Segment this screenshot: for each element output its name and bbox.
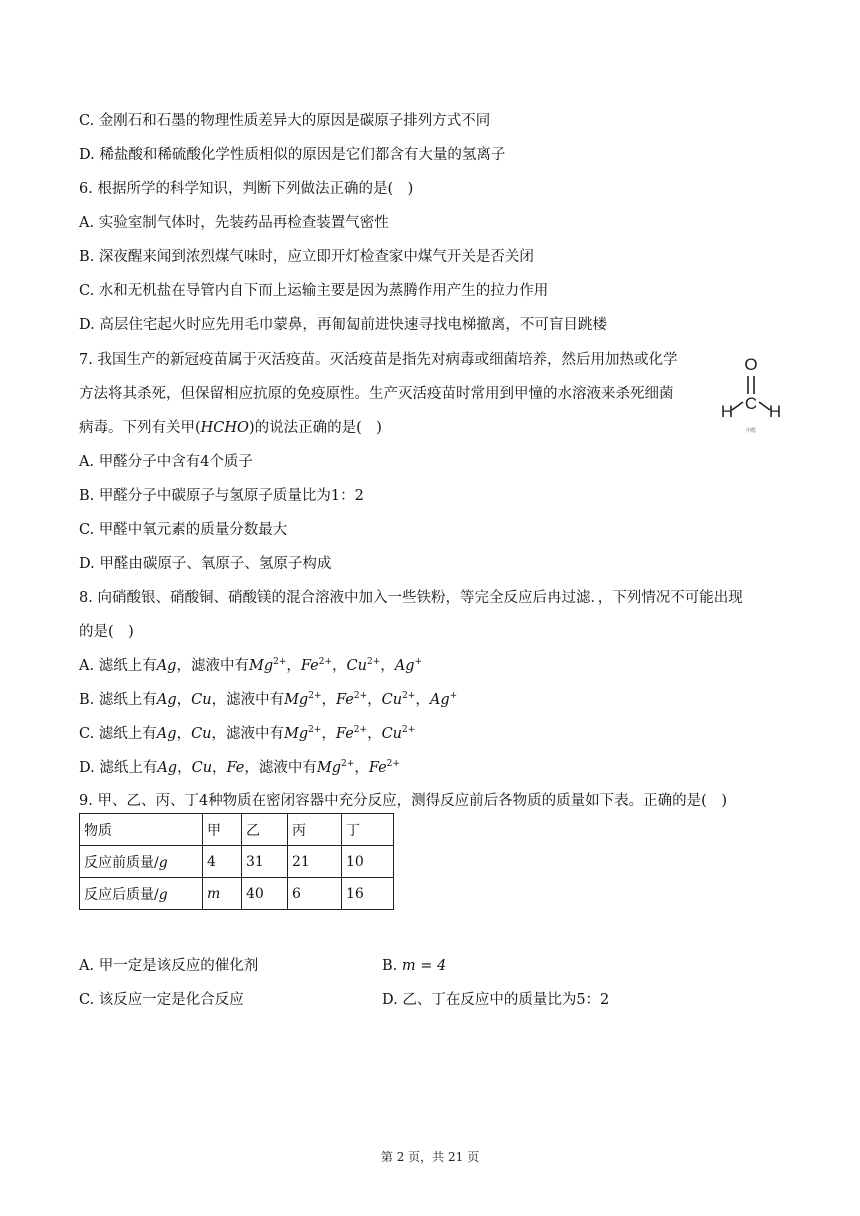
text: ， [380, 658, 395, 674]
charge: 2+ [353, 725, 368, 735]
table-row [80, 814, 394, 846]
charge: 2+ [308, 725, 322, 735]
q7-option-a-text: A. 甲醛分子中含有 [79, 454, 201, 470]
charge: 2+ [318, 657, 333, 667]
charge: 2+ [341, 759, 355, 769]
q7-option-c: C. 甲醛中氧元素的质量分数最大 [79, 522, 288, 538]
table-cell: 21 [288, 846, 342, 878]
text: A. 滤纸上有 [79, 658, 157, 674]
table-cell: m [203, 878, 242, 910]
q7-option-a [79, 452, 253, 472]
charge: 2+ [386, 759, 400, 769]
q9-option-c: C. 该反应一定是化合反应 [79, 992, 244, 1008]
text: ， [321, 692, 336, 708]
q5-option-c: C. 金刚石和石墨的物理性质差异大的原因是碳原子排列方式不同 [79, 113, 491, 129]
mass-table [79, 813, 394, 910]
text: ， [415, 692, 430, 708]
text: ， [354, 760, 369, 776]
ion: Cu [191, 692, 212, 708]
formula-hcho: HCHO [200, 420, 249, 436]
row-label: 反应后质量/ [84, 886, 159, 903]
text: ， [176, 726, 192, 742]
number: 4 [198, 793, 209, 809]
formaldehyde-structure-image [718, 352, 784, 436]
charge: 2+ [308, 691, 322, 701]
text: ， [176, 692, 192, 708]
q8-option-a [79, 656, 422, 676]
ion: Mg [284, 726, 309, 742]
text: B. 滤纸上有 [79, 692, 157, 708]
text: ， [321, 726, 336, 742]
table-cell: 31 [242, 846, 288, 878]
table-cell: 4 [203, 846, 242, 878]
ion: Cu [381, 726, 402, 742]
ion: Ag [429, 692, 450, 708]
q7-stem-line1: 7. 我国生产的新冠疫苗属于灭活疫苗。灭活疫苗是指先对病毒或细菌培养，然后用加热或化学 [79, 352, 678, 368]
q9-option-b [382, 956, 446, 976]
q7-option-a-number: 4 [200, 454, 210, 470]
ion: Ag [394, 658, 415, 674]
table-header-cell: 乙 [242, 814, 288, 846]
charge: 2+ [273, 657, 287, 667]
text: B. [382, 958, 402, 974]
ion: Cu [191, 760, 213, 776]
q7-option-d: D. 甲醛由碳原子、氧原子、氢原子构成 [79, 556, 332, 572]
q6-stem: 6. 根据所学的科学知识，判断下列做法正确的是( ) [79, 181, 414, 197]
ion: Cu [191, 726, 212, 742]
row-label: 反应前质量/ [84, 854, 159, 871]
q7-option-b: B. 甲醛分子中碳原子与氢原子质量比为1：2 [79, 488, 364, 504]
ion: Fe [368, 760, 387, 776]
q7-stem-line2: 方法将其杀死，但保留相应抗原的免疫原性。生产灭活疫苗时常用到甲憧的水溶液来杀死细菌 [79, 386, 674, 402]
charge: + [414, 657, 423, 667]
atom-h-right: H [768, 402, 782, 421]
table-cell [80, 846, 203, 878]
q6-option-a: A. 实验室制气体时，先装药品再检查装置气密性 [79, 215, 389, 231]
table-cell: 6 [288, 878, 342, 910]
text: ，滤液中有 [211, 692, 285, 708]
text: ， [367, 692, 382, 708]
q9-stem [79, 791, 727, 811]
table-row [80, 878, 394, 910]
q6-option-c: C. 水和无机盐在导管内自下而上运输主要是因为蒸腾作用产生的拉力作用 [79, 283, 549, 299]
q9-option-d: D. 乙、丁在反应中的质量比为5：2 [382, 992, 610, 1008]
ion: Ag [156, 692, 177, 708]
q8-option-c [79, 724, 415, 744]
table-header-cell: 丁 [342, 814, 394, 846]
ion: Ag [157, 760, 178, 776]
text: ， [212, 760, 227, 776]
charge: 2+ [402, 725, 416, 735]
ion: Ag [156, 726, 177, 742]
table-cell: 40 [242, 878, 288, 910]
page-footer: 第 2 页，共 21 页 [380, 1150, 480, 1164]
text: 种物质在密闭容器中充分反应，测得反应前后各物质的质量如下表。正确的是( ) [208, 793, 727, 809]
table-header-cell: 丙 [288, 814, 342, 846]
q9-option-a: A. 甲一定是该反应的催化剂 [79, 958, 259, 974]
ion: Fe [335, 726, 354, 742]
text: ，滤液中有 [211, 726, 284, 742]
ion: Mg [284, 692, 309, 708]
text: ， [367, 726, 382, 742]
atom-h-left: H [720, 402, 734, 421]
text: ， [332, 658, 347, 674]
q7-stem-line3 [79, 418, 382, 438]
q7-stem-text-a: 病毒。下列有关甲( [79, 420, 201, 436]
charge: 2+ [402, 691, 416, 701]
unit: g [158, 854, 168, 871]
ion: Fe [226, 760, 245, 776]
table-header-cell: 甲 [203, 814, 242, 846]
text: 9. 甲、乙、丙、丁 [79, 793, 199, 809]
table-cell [80, 878, 203, 910]
ion: Cu [346, 658, 367, 674]
table-cell: 10 [342, 846, 394, 878]
q8-stem-line2: 的是( ) [79, 624, 134, 640]
table-cell: 16 [342, 878, 394, 910]
q6-option-d: D. 高层住宅起火时应先用毛巾蒙鼻，再匍匐前进快速寻找电梯撤离，不可盲目跳楼 [79, 317, 607, 333]
q6-option-b: B. 深夜醒来闻到浓烈煤气味时，应立即开灯检查家中煤气开关是否关闭 [79, 249, 534, 265]
atom-o: O [744, 355, 758, 374]
table-row [80, 846, 394, 878]
text: C. 滤纸上有 [79, 726, 157, 742]
text: ，滤液中有 [244, 760, 317, 776]
q8-option-d [79, 758, 400, 778]
charge: 2+ [353, 691, 368, 701]
unit: g [158, 886, 168, 903]
q7-stem-text-b: )的说法正确的是( ) [248, 420, 382, 436]
text: ， [286, 658, 301, 674]
ion: Fe [300, 658, 319, 674]
charge: + [449, 691, 458, 701]
ion: Cu [381, 692, 403, 708]
table-header-cell: 物质 [80, 814, 203, 846]
q8-stem-line1: 8. 向硝酸银、硝酸铜、硝酸镁的混合溶液中加入一些铁粉，等完全反应后冉过滤．，下列情况不可能出现 [79, 590, 743, 606]
q8-option-b [79, 690, 457, 710]
math: m = 4 [401, 958, 447, 974]
q5-option-d: D. 稀盐酸和稀硫酸化学性质相似的原因是它们都含有大量的氢离子 [79, 147, 506, 163]
ion: Mg [316, 760, 342, 776]
text: ， [177, 760, 192, 776]
ion: Mg [248, 658, 274, 674]
ion: Ag [156, 658, 177, 674]
text: ，滤液中有 [176, 658, 249, 674]
q7-option-a-text-end: 个质子 [209, 454, 253, 470]
molecule-caption: 甲醛 [745, 428, 757, 434]
atom-c: C [744, 394, 758, 413]
ion: Fe [336, 692, 354, 708]
text: D. 滤纸上有 [79, 760, 158, 776]
charge: 2+ [366, 657, 381, 667]
